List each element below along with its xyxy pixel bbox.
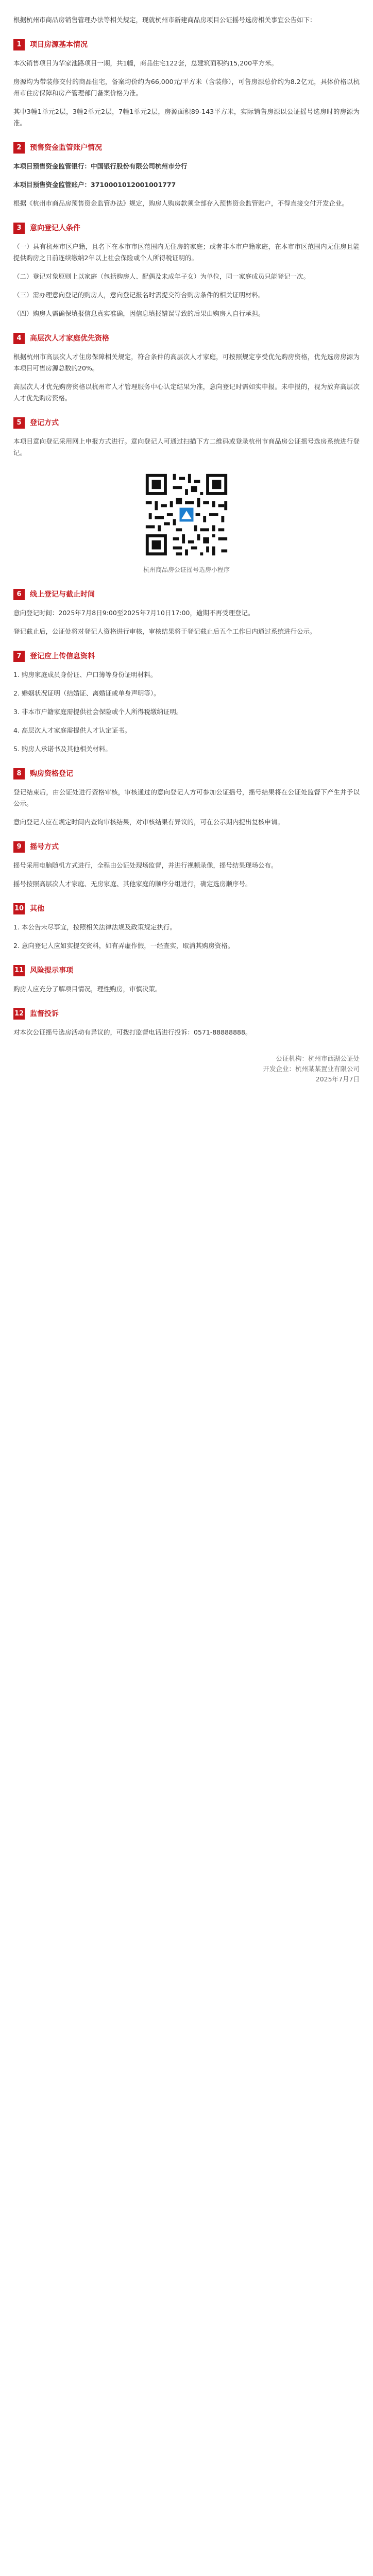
paragraph: 其中3幢1单元2层，3幢2单元2层，7幢1单元2层，房源面积89-143平方米，实际销售房源以公证摇号选房时的房源为准。 [13, 108, 360, 127]
paragraph: （二）登记对象原则上以家庭（包括购房人、配偶及未成年子女）为单位，同一家庭成员只能登记一次。 [13, 273, 310, 280]
section-number-badge: 7 [13, 651, 25, 662]
section-title: 高层次人才家庭优先资格 [30, 334, 109, 343]
paragraph: 登记截止后，公证处将对登记人资格进行审核，审核结果将于登记截止后五个工作日内通过系统进行公示。 [13, 628, 316, 635]
paragraph: 本项目预售资金监管账户：3710001012001001777 [13, 181, 176, 189]
section-header-6 [13, 589, 360, 600]
qr-code-block [13, 471, 360, 575]
section-header-5 [13, 417, 360, 429]
section-number-badge: 2 [13, 142, 25, 154]
section-number-badge: 12 [13, 1008, 25, 1020]
section-header-8 [13, 768, 360, 779]
paragraph: 高层次人才优先购房资格以杭州市人才管理服务中心认定结果为准，意向登记时需如实申报。未申报的，视为放弃高层次人才优先购房资格。 [13, 383, 360, 402]
section-header-4 [13, 333, 360, 344]
section-title: 登记方式 [30, 419, 59, 427]
section-header-11 [13, 965, 360, 976]
paragraph: 登记结束后，由公证处进行资格审核，审核通过的意向登记人方可参加公证摇号，摇号结果将在公证处监督下产生并予以公示。 [13, 788, 360, 807]
section-header-1 [13, 39, 360, 50]
paragraph: 5. 购房人承诺书及其他相关材料。 [13, 745, 112, 753]
paragraph: 本次销售项目为华家池路项目一期，共1幢，商品住宅122套，总建筑面积约15,200平方米。 [13, 59, 278, 67]
paragraph: 意向登记时间：2025年7月8日9:00至2025年7月10日17:00，逾期不再受理登记。 [13, 609, 255, 617]
section-title: 线上登记与截止时间 [30, 590, 95, 599]
signature-block [13, 1054, 360, 1084]
section-title: 购房资格登记 [30, 770, 73, 778]
signature-date: 2025年7月7日 [315, 1075, 360, 1083]
section-number-badge: 4 [13, 333, 25, 344]
paragraph: 1. 本公告未尽事宜，按照相关法律法规及政策规定执行。 [13, 923, 176, 931]
paragraph: 房源均为带装修交付的商品住宅，备案均价约为66,000元/平方米（含装修），可售房源总价约为8.2亿元，具体价格以杭州市住房保障和房产管理部门备案价格为准。 [13, 78, 360, 97]
section-number-badge: 10 [13, 903, 25, 914]
paragraph: 2. 意向登记人应如实提交资料，如有弄虚作假，一经查实，取消其购房资格。 [13, 942, 234, 950]
paragraph: 2. 婚姻状况证明（结婚证、离婚证或单身声明等）。 [13, 689, 160, 697]
section-title: 意向登记人条件 [30, 224, 80, 232]
section-title: 风险提示事项 [30, 967, 73, 975]
signature-line: 公证机构：杭州市西湖公证处 [276, 1055, 360, 1062]
paragraph: （四）购房人需确保填报信息真实准确，因信息填报错误导致的后果由购房人自行承担。 [13, 310, 265, 317]
section-title: 项目房源基本情况 [30, 41, 88, 49]
section-title: 监督投诉 [30, 1010, 59, 1018]
paragraph: （三）需办理意向登记的购房人，意向登记报名时需提交符合购房条件的相关证明材料。 [13, 291, 265, 299]
section-number-badge: 8 [13, 768, 25, 779]
section-title: 摇号方式 [30, 843, 59, 851]
paragraph: 对本次公证摇号选房活动有异议的，可拨打监督电话进行投诉：0571-88888888。 [13, 1028, 252, 1036]
section-title: 其他 [30, 905, 44, 913]
paragraph: 3. 非本市户籍家庭需提供社会保险或个人所得税缴纳证明。 [13, 708, 183, 716]
signature-line: 开发企业：杭州某某置业有限公司 [263, 1065, 360, 1073]
section-number-badge: 11 [13, 965, 25, 976]
section-header-12 [13, 1008, 360, 1020]
intro-paragraph: 根据杭州市商品房销售管理办法等相关规定，现就杭州市新建商品房项目公证摇号选房相关事宜公告如下： [13, 16, 316, 24]
section-header-2 [13, 142, 360, 154]
paragraph: 购房人应充分了解项目情况，理性购房，审慎决策。 [13, 985, 162, 993]
paragraph: 摇号采用电脑随机方式进行，全程由公证处现场监督，并进行视频录像，摇号结果现场公布。 [13, 861, 278, 869]
section-number-badge: 9 [13, 841, 25, 853]
paragraph: 1. 购房家庭成员身份证、户口簿等身份证明材料。 [13, 671, 157, 679]
paragraph: 4. 高层次人才家庭需提供人才认定证书。 [13, 726, 131, 734]
section-number-badge: 5 [13, 417, 25, 429]
section-title: 登记应上传信息资料 [30, 652, 95, 660]
paragraph: 意向登记人应在规定时间内查询审核结果，对审核结果有异议的，可在公示期内提出复核申请。 [13, 818, 284, 826]
paragraph: 根据杭州市高层次人才住房保障相关规定，符合条件的高层次人才家庭，可按照规定享受优先购房资格，优先选房房源为本项目可售房源总数的20%。 [13, 353, 360, 372]
paragraph: 根据《杭州市商品房预售资金监管办法》规定，购房人购房款须全部存入预售资金监管账户，不得直接交付开发企业。 [13, 199, 349, 207]
section-header-10 [13, 903, 360, 914]
section-header-3 [13, 223, 360, 234]
paragraph: 本项目意向登记采用网上申报方式进行。意向登记人可通过扫描下方二维码或登录杭州市商品房公证摇号选房系统进行登记。 [13, 437, 360, 456]
qr-code-icon[interactable] [143, 471, 230, 558]
section-header-9 [13, 841, 360, 853]
paragraph: （一）具有杭州市区户籍，且名下在本市市区范围内无住房的家庭；或者非本市户籍家庭，在本市市区范围内无住房且能提供购房之日前连续缴纳2年以上社会保险或个人所得税证明的。 [13, 243, 360, 262]
paragraph: 本项目预售资金监管银行：中国银行股份有限公司杭州市分行 [13, 162, 188, 170]
section-number-badge: 1 [13, 39, 25, 50]
section-number-badge: 3 [13, 223, 25, 234]
section-title: 预售资金监管账户情况 [30, 144, 102, 152]
section-number-badge: 6 [13, 589, 25, 600]
section-header-7 [13, 651, 360, 662]
qr-caption: 杭州商品房公证摇号选房小程序 [143, 566, 230, 573]
paragraph: 摇号按照高层次人才家庭、无房家庭、其他家庭的顺序分组进行，确定选房顺序号。 [13, 880, 252, 888]
